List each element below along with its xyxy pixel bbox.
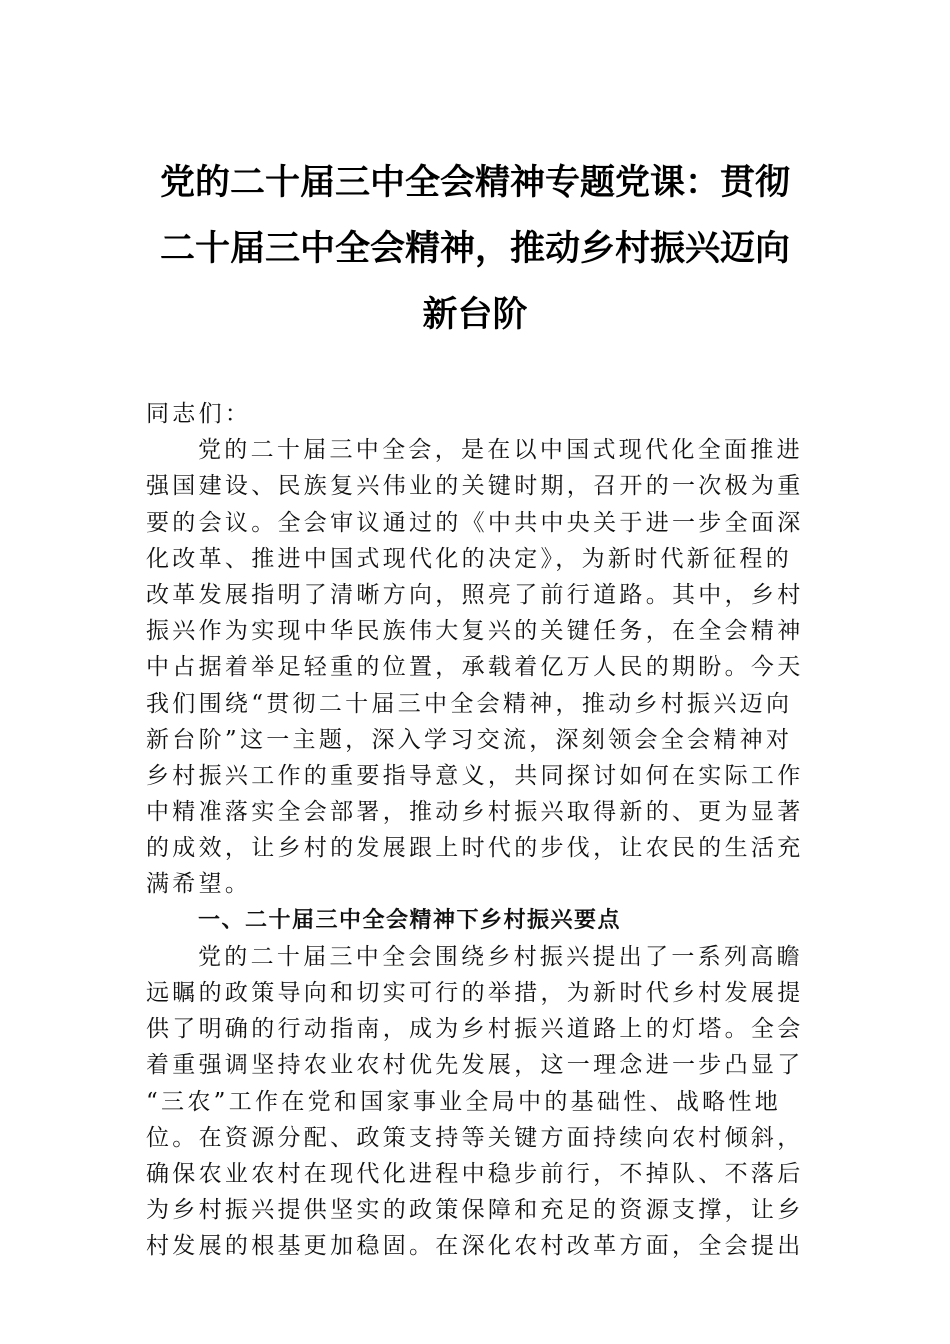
paragraph-line: 中精准落实全会部署，推动乡村振兴取得新的、更为显著 — [146, 799, 804, 826]
paragraph-line: 着重强调坚持农业农村优先发展，这一理念进一步凸显了 — [146, 1052, 804, 1079]
paragraph-line: 党的二十届三中全会，是在以中国式现代化全面推进 — [198, 437, 803, 464]
title-line-2: 二十届三中全会精神，推动乡村振兴迈向 — [159, 228, 790, 269]
paragraph-line: 确保农业农村在现代化进程中稳步前行，不掉队、不落后 — [146, 1160, 804, 1187]
paragraph-line: 乡村振兴工作的重要指导意义，共同探讨如何在实际工作 — [146, 762, 804, 789]
paragraph-line: 位。在资源分配、政策支持等关键方面持续向农村倾斜， — [146, 1124, 804, 1151]
greeting: 同志们： — [146, 401, 252, 427]
paragraph-line: 满希望。 — [146, 871, 252, 898]
paragraph-line: 要的会议。全会审议通过的《中共中央关于进一步全面深 — [146, 509, 804, 536]
paragraph-line: 远瞩的政策导向和切实可行的举措，为新时代乡村发展提 — [146, 980, 804, 1006]
paragraph-line: 供了明确的行动指南，成为乡村振兴道路上的灯塔。全会 — [146, 1016, 804, 1043]
title-line-1: 党的二十届三中全会精神专题党课：贯彻 — [159, 162, 790, 203]
paragraph-line: 化改革、推进中国式现代化的决定》，为新时代新征程的 — [146, 545, 792, 572]
document-title — [150, 150, 800, 348]
title-line-3: 新台阶 — [422, 294, 528, 335]
paragraph-line: 我们围绕“贯彻二十届三中全会精神，推动乡村振兴迈向 — [146, 690, 793, 717]
section-heading: 一、二十届三中全会精神下乡村振兴要点 — [198, 907, 622, 933]
paragraph-line: 为乡村振兴提供坚实的政策保障和充足的资源支撑，让乡 — [146, 1197, 804, 1224]
paragraph-line: 强国建设、民族复兴伟业的关键时期，召开的一次极为重 — [146, 473, 804, 500]
paragraph-line: 村发展的根基更加稳固。在深化农村改革方面，全会提出 — [146, 1233, 804, 1260]
paragraph-line: 新台阶”这一主题，深入学习交流，深刻领会全会精神对 — [146, 726, 793, 753]
document-body — [146, 396, 808, 1265]
paragraph-line: “三农”工作在党和国家事业全局中的基础性、战略性地 — [146, 1088, 782, 1115]
paragraph-line: 改革发展指明了清晰方向，照亮了前行道路。其中，乡村 — [146, 581, 804, 608]
paragraph-line: 振兴作为实现中华民族伟大复兴的关键任务，在全会精神 — [146, 618, 804, 645]
paragraph-line: 的成效，让乡村的发展跟上时代的步伐，让农民的生活充 — [146, 835, 804, 862]
paragraph-line: 党的二十届三中全会围绕乡村振兴提出了一系列高瞻 — [198, 943, 803, 970]
paragraph-line: 中占据着举足轻重的位置，承载着亿万人民的期盼。今天 — [146, 654, 804, 681]
